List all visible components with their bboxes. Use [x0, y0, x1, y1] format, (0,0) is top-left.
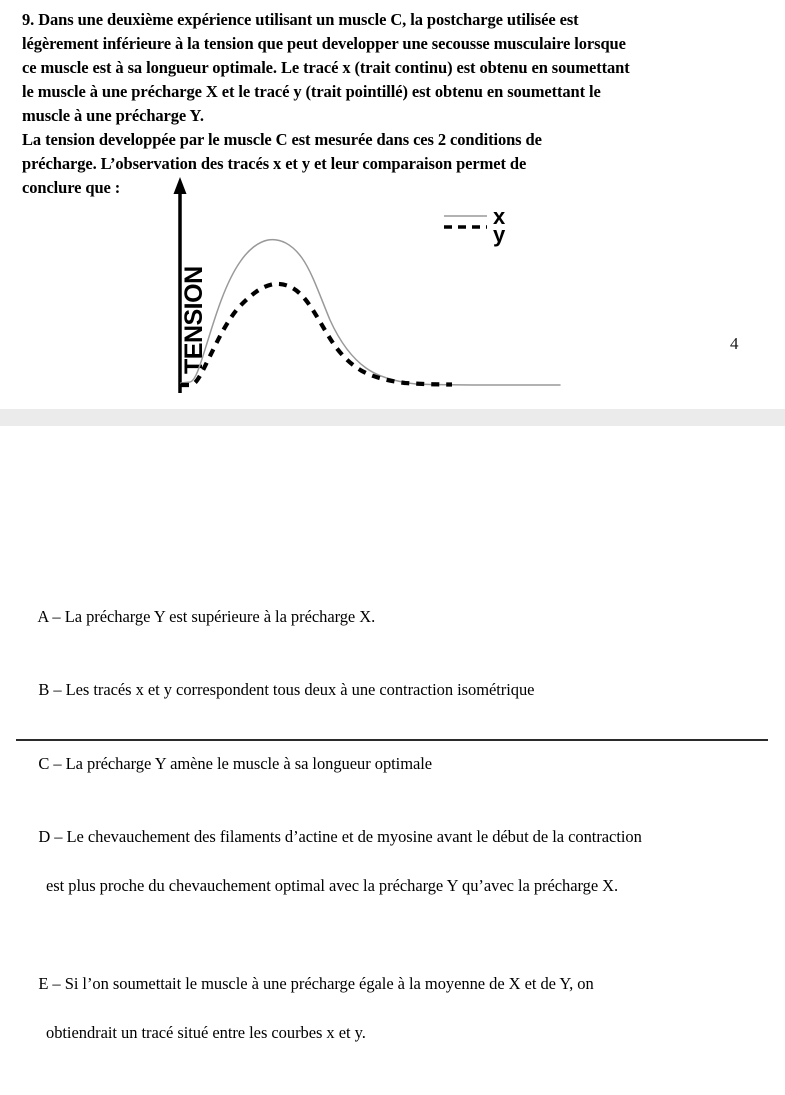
- page-number: 4: [730, 334, 739, 353]
- question-line: conclure que :: [22, 178, 121, 197]
- answer-option-a-text: A – La précharge Y est supérieure à la précharge X.: [37, 606, 376, 626]
- curve-x-solid: [181, 240, 560, 385]
- y-axis-label: TENSION: [180, 266, 208, 374]
- question-line: 9. Dans une deuxième expérience utilisant un muscle C, la postcharge utilisée est: [22, 10, 579, 29]
- answer-options-list: [22, 580, 767, 1095]
- answer-option-d-text: D – Le chevauchement des filaments d’actine et de myosine avant le début de la contraction: [38, 827, 642, 846]
- answer-option-e-text: E – Si l’on soumettait le muscle à une précharge égale à la moyenne de X et de Y, on: [38, 974, 594, 993]
- section-separator-band: [0, 409, 785, 426]
- legend-label-y: y: [493, 222, 506, 247]
- chart-legend: [444, 204, 506, 247]
- answer-option-d-continuation: est plus proche du chevauchement optimal avec la précharge Y qu’avec la précharge X.: [46, 876, 619, 895]
- answer-option-b-text: B – Les tracés x et y correspondent tous deux à une contraction isométrique: [38, 680, 535, 699]
- question-line: précharge. L’observation des tracés x et y et leur comparaison permet de: [22, 154, 527, 173]
- answer-option-a[interactable]: [22, 580, 767, 654]
- answer-option-b[interactable]: [22, 654, 767, 728]
- answer-option-c-text: C – La précharge Y amène le muscle à sa longueur optimale: [38, 753, 433, 773]
- answer-option-e-continuation: obtiendrait un tracé situé entre les courbes x et y.: [46, 1023, 366, 1042]
- question-line: le muscle à une précharge X et le tracé y (trait pointillé) est obtenu en soumettant le: [22, 82, 601, 101]
- question-line: La tension developpée par le muscle C est mesurée dans ces 2 conditions de: [22, 130, 542, 149]
- question-line: légèrement inférieure à la tension que peut developper une secousse musculaire lorsque: [22, 34, 626, 53]
- legend-label-x: x: [493, 204, 506, 229]
- question-line: ce muscle est à sa longueur optimale. Le tracé x (trait continu) est obtenu en soumettant: [22, 58, 630, 77]
- tension-curve-chart: [0, 172, 785, 402]
- answer-option-e[interactable]: [22, 948, 767, 1095]
- answer-option-d[interactable]: [22, 801, 767, 948]
- question-line: muscle à une précharge Y.: [22, 106, 204, 125]
- footer-divider: [16, 739, 768, 741]
